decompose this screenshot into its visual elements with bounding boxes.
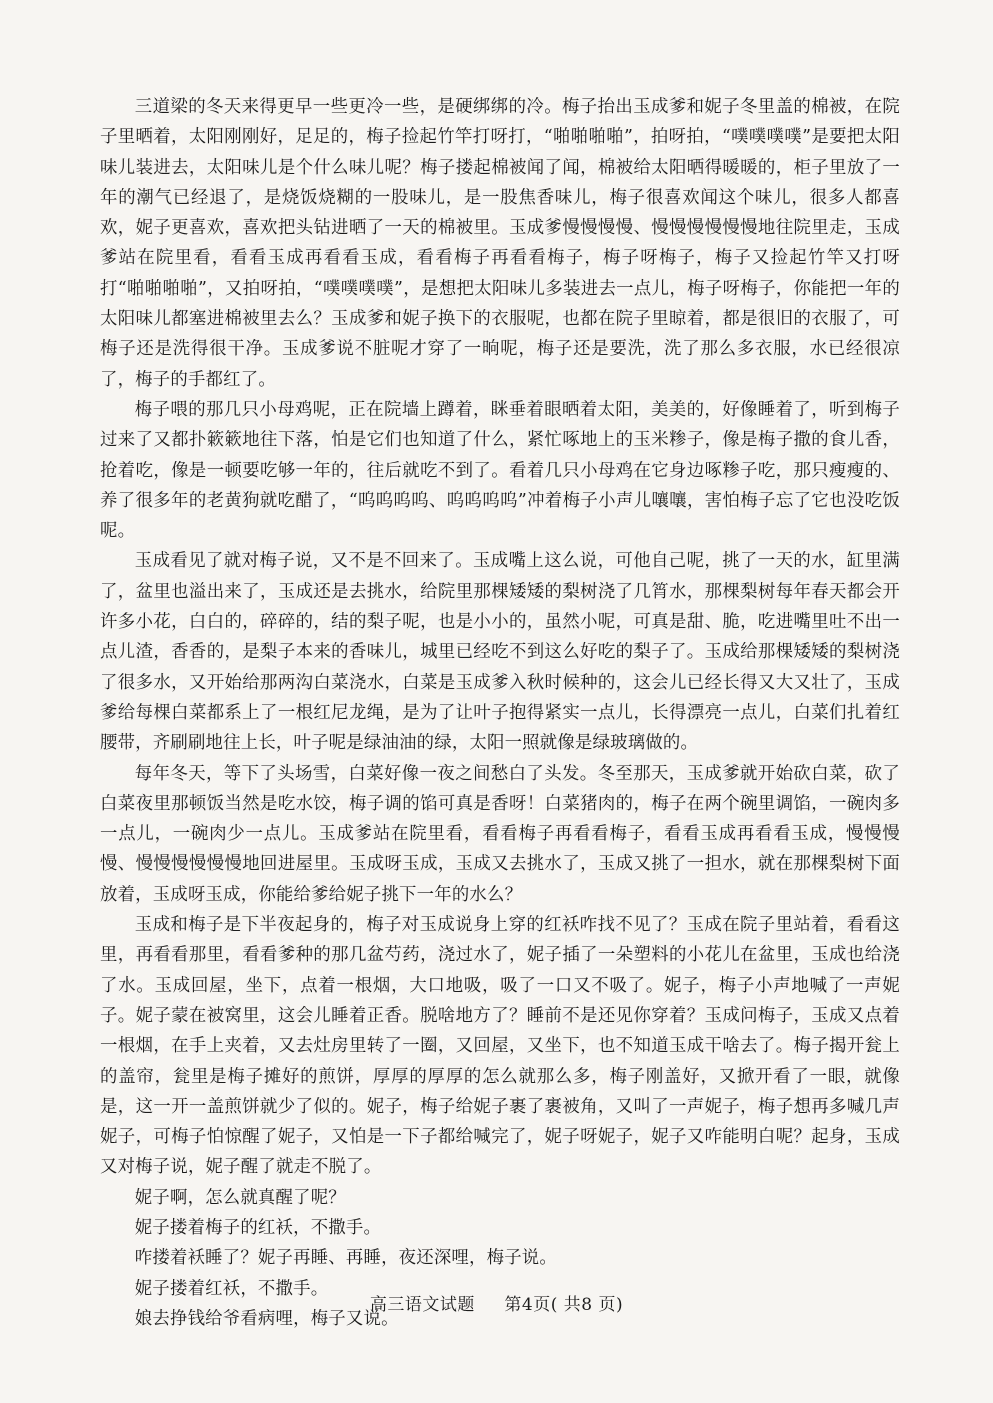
- paragraph: 玉成看见了就对梅子说，又不是不回来了。玉成嘴上这么说，可他自己呢，挑了一天的水，缸里满了，盆里也溢出来了，玉成还是去挑水，给院里那棵矮矮的梨树浇了几筲水，那棵梨树每年春天都会开许多小花，白白的，碎碎的，结的梨子呢，也是小小的，虽然小呢，可真是甜、脆，吃进嘴里吐不出一点儿渣，香香的，是梨子本来的香味儿，城里已经吃不到这么好吃的梨子了。玉成给那棵矮矮的梨树浇了很多水，又开始给那两沟白菜浇水，白菜是玉成爹入秋时候种的，这会儿已经长得又大又壮了，玉成爹给每棵白菜都系上了一根红尼龙绳，是为了让叶子抱得紧实一点儿，长得漂亮一点儿，白菜们扎着红腰带，齐刷刷地往上长，叶子呢是绿油油的绿，太阳一照就像是绿玻璃做的。: [100, 551, 900, 754]
- paragraph: 咋搂着袄睡了？妮子再睡、再睡，夜还深哩，梅子说。: [134, 1248, 557, 1269]
- article-body: [100, 92, 900, 1334]
- paragraph: 玉成和梅子是下半夜起身的，梅子对玉成说身上穿的红袄咋找不见了？玉成在院子里站着，看看这里，再看看那里，看看爹种的那几盆芍药，浇过水了，妮子插了一朵塑料的小花儿在盆里，玉成也给浇了水。玉成回屋，坐下，点着一根烟，大口地吸，吸了一口又不吸了。妮子，梅子小声地喊了一声妮子。妮子蒙在被窝里，这会儿睡着正香。脱啥地方了？睡前不是还见你穿着？玉成问梅子，玉成又点着一根烟，在手上夹着，又去灶房里转了一圈，又回屋，又坐下，也不知道玉成干啥去了。梅子揭开瓮上的盖帘，瓮里是梅子摊好的煎饼，厚厚的厚厚的怎么就那么多，梅子刚盖好，又掀开看了一眼，就像是，这一开一盖煎饼就少了似的。妮子，梅子给妮子裹了裹被角，又叫了一声妮子，梅子想再多喊几声妮子，可梅子怕惊醒了妮子，又怕是一下子都给喊完了，妮子呀妮子，妮子又咋能明白呢？起身，玉成又对梅子说，妮子醒了就走不脱了。: [100, 915, 900, 1178]
- paragraph: 妮子搂着红袄，不撒手。: [134, 1278, 329, 1299]
- paragraph: 娘去挣钱给爷看病哩，梅子又说。: [134, 1308, 399, 1329]
- footer-page-number: 第4页( 共8 页): [504, 1295, 624, 1315]
- page-footer: [0, 1290, 993, 1315]
- paragraph: 三道梁的冬天来得更早一些更冷一些，是硬绑绑的冷。梅子抬出玉成爹和妮子冬里盖的棉被，在院子里晒着，太阳刚刚好，足足的，梅子捡起竹竿打呀打，“啪啪啪啪”，拍呀拍，“噗噗噗噗”是要把太阳味儿装进去，太阳味儿是个什么味儿呢？梅子搂起棉被闻了闻，棉被给太阳晒得暖暖的，柜子里放了一年的潮气已经退了，是烧饭烧糊的一股味儿，是一股焦香味儿，梅子很喜欢闻这个味儿，很多人都喜欢，妮子更喜欢，喜欢把头钻进晒了一天的棉被里。玉成爹慢慢慢慢、慢慢慢慢慢慢地往院里走，玉成爹站在院里看，看看玉成再看看玉成，看看梅子再看看梅子，梅子呀梅子，梅子又捡起竹竿又打呀打“啪啪啪啪”，又拍呀拍，“噗噗噗噗”，是想把太阳味儿多装进去一点儿，梅子呀梅子，你能把一年的太阳味儿都塞进棉被里去么？玉成爹和妮子换下的衣服呢，也都在院子里晾着，都是很旧的衣服了，可梅子还是洗得很干净。玉成爹说不脏呢才穿了一晌呢，梅子还是要洗，洗了那么多衣服，水已经很凉了，梅子的手都红了。: [100, 97, 900, 390]
- paragraph: 妮子啊，怎么就真醒了呢？: [134, 1187, 346, 1208]
- paragraph: 梅子喂的那几只小母鸡呢，正在院墙上蹲着，眯垂着眼晒着太阳，美美的，好像睡着了，听到梅子过来了又都扑簌簌地往下落，怕是它们也知道了什么，紧忙啄地上的玉米糁子，像是梅子撒的食儿香，抢着吃，像是一顿要吃够一年的，往后就吃不到了。看着几只小母鸡在它身边啄糁子吃，那只瘦瘦的、养了很多年的老黄狗就吃醋了，“呜呜呜呜、呜呜呜呜”冲着梅子小声儿嚷嚷，害怕梅子忘了它也没吃饭呢。: [100, 399, 900, 542]
- footer-subject: 高三语文试题: [369, 1295, 475, 1315]
- paragraph: 妮子搂着梅子的红袄，不撒手。: [134, 1217, 382, 1238]
- paragraph: 每年冬天，等下了头场雪，白菜好像一夜之间愁白了头发。冬至那天，玉成爹就开始砍白菜，砍了白菜夜里那顿饭当然是吃水饺，梅子调的馅可真是香呀！白菜猪肉的，梅子在两个碗里调馅，一碗肉多一点儿，一碗肉少一点儿。玉成爹站在院里看，看看梅子再看看梅子，看看玉成再看看玉成，慢慢慢慢、慢慢慢慢慢慢地回进屋里。玉成呀玉成，玉成又去挑水了，玉成又挑了一担水，就在那棵梨树下面放着，玉成呀玉成，你能给爹给妮子挑下一年的水么？: [100, 763, 900, 905]
